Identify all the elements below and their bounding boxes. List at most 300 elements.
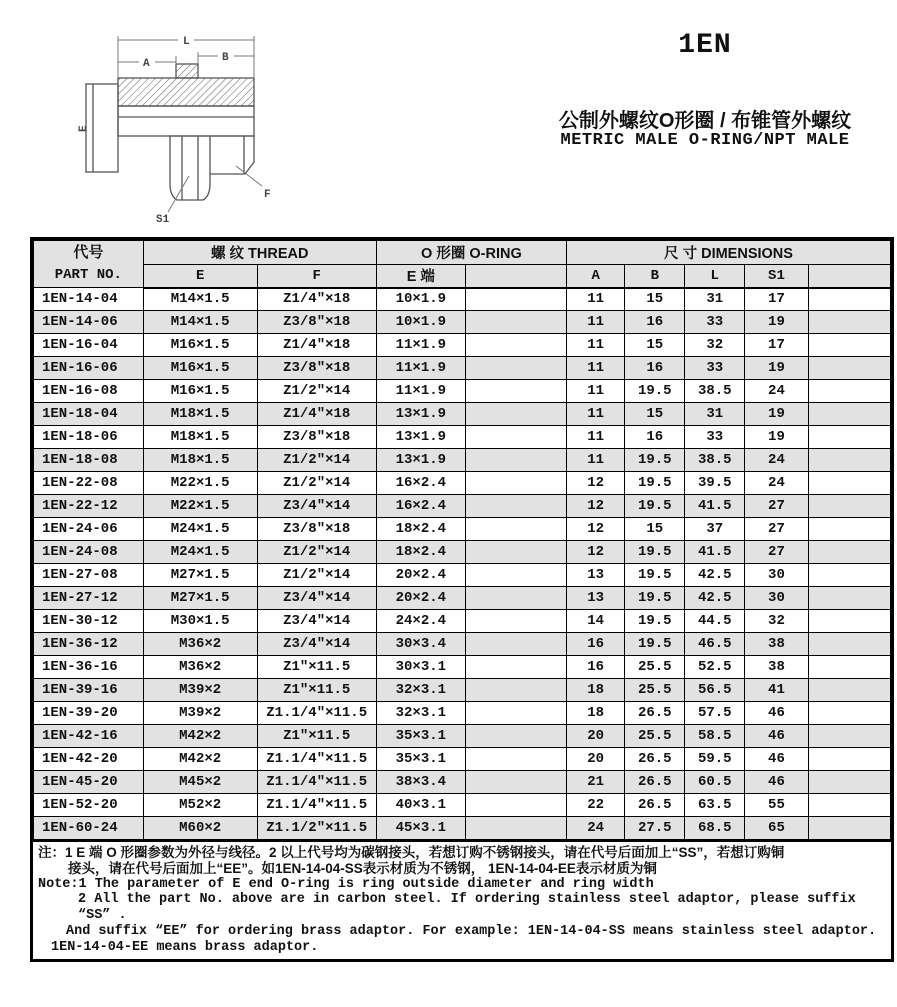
table-cell: Z1.1/4″×11.5 [257, 771, 376, 794]
note-en-1: Note:1 The parameter of E end O-ring is ring outside diameter and ring width [38, 876, 654, 892]
table-cell: Z1.1/4″×11.5 [257, 748, 376, 771]
table-cell: M14×1.5 [143, 288, 257, 311]
table-row [34, 817, 891, 840]
table-cell: 27 [745, 518, 808, 541]
table-cell: 18 [567, 702, 625, 725]
table-cell: Z3/4″×14 [257, 587, 376, 610]
table-cell: M27×1.5 [143, 564, 257, 587]
table-row [34, 334, 891, 357]
table-cell: 11×1.9 [376, 380, 465, 403]
note-cn-2: 接头，请在代号后面加上“EE”。如1EN-14-04-SS表示材质为不锈钢， 1EN-14-04-EE表示材质为铜 [68, 860, 657, 876]
table-cell [808, 725, 890, 748]
table-cell: 25.5 [625, 679, 685, 702]
table-cell: 16 [567, 633, 625, 656]
cell-part-no: 1EN-27-08 [34, 564, 144, 587]
table-cell: 35×3.1 [376, 725, 465, 748]
table-cell: Z1/4″×18 [257, 288, 376, 311]
table-cell: 38 [745, 656, 808, 679]
table-cell [465, 334, 566, 357]
table-cell: M22×1.5 [143, 472, 257, 495]
table-cell: 16 [625, 311, 685, 334]
table-cell: 15 [625, 518, 685, 541]
drawing-right-end [210, 136, 254, 174]
table-cell: 52.5 [685, 656, 745, 679]
table-cell: 11×1.9 [376, 357, 465, 380]
table-cell [465, 633, 566, 656]
cell-part-no: 1EN-45-20 [34, 771, 144, 794]
table-cell: 16 [625, 357, 685, 380]
table-cell: 24×2.4 [376, 610, 465, 633]
table-row [34, 794, 891, 817]
table-cell: 55 [745, 794, 808, 817]
table-cell: 19.5 [625, 610, 685, 633]
table-body [34, 288, 891, 840]
header-sub-e: E [143, 264, 257, 288]
header-thread-group: 螺 纹 THREAD [143, 241, 376, 265]
cell-part-no: 1EN-27-12 [34, 587, 144, 610]
header-dimensions-group: 尺 寸 DIMENSIONS [567, 241, 891, 265]
table-cell: Z3/8″×18 [257, 357, 376, 380]
table-cell: 19.5 [625, 495, 685, 518]
table-cell: Z3/4″×14 [257, 633, 376, 656]
table-cell: 15 [625, 334, 685, 357]
table-cell: Z1″×11.5 [257, 656, 376, 679]
table-cell: 13×1.9 [376, 449, 465, 472]
table-cell: 30 [745, 587, 808, 610]
table-cell: 38.5 [685, 449, 745, 472]
note-cn-1: 注：1 E 端 O 形圈参数为外径与线径。2 以上代号均为碳钢接头，若想订购不锈钢接头，请在代号后面加上“SS”，若想订购铜 [38, 845, 785, 860]
table-cell [808, 357, 890, 380]
table-cell: 46 [745, 748, 808, 771]
table-cell: 39.5 [685, 472, 745, 495]
table-cell [465, 564, 566, 587]
table-cell: Z1/2″×14 [257, 564, 376, 587]
table-cell: 16 [567, 656, 625, 679]
header-part-no [34, 241, 144, 288]
table-cell: 18×2.4 [376, 541, 465, 564]
table-cell: 18×2.4 [376, 518, 465, 541]
table-cell: M52×2 [143, 794, 257, 817]
table-cell: M36×2 [143, 633, 257, 656]
table-cell: 14 [567, 610, 625, 633]
table-cell: 16×2.4 [376, 495, 465, 518]
table-cell: 11 [567, 403, 625, 426]
table-cell [808, 403, 890, 426]
table-cell [465, 357, 566, 380]
table-cell: 19.5 [625, 564, 685, 587]
table-cell: 19 [745, 426, 808, 449]
table-cell: 32×3.1 [376, 679, 465, 702]
table-row [34, 633, 891, 656]
table-cell: M24×1.5 [143, 541, 257, 564]
table-cell: Z1/4″×18 [257, 403, 376, 426]
table-cell: 19.5 [625, 449, 685, 472]
table-cell [465, 311, 566, 334]
table-cell: 11 [567, 449, 625, 472]
table-cell: 38.5 [685, 380, 745, 403]
table-cell: Z1/2″×14 [257, 449, 376, 472]
table-cell: 32×3.1 [376, 702, 465, 725]
table-cell: M39×2 [143, 702, 257, 725]
table-cell: 13 [567, 587, 625, 610]
table-cell [465, 403, 566, 426]
table-cell: Z3/4″×14 [257, 495, 376, 518]
table-cell: 26.5 [625, 702, 685, 725]
title-chinese: 公制外螺纹O形圈 / 布锥管外螺纹 [558, 110, 852, 132]
header-sub-f: F [257, 264, 376, 288]
header-part-no-en: PART NO. [54, 267, 122, 283]
table-cell: 19.5 [625, 587, 685, 610]
table-cell: M16×1.5 [143, 334, 257, 357]
table-row [34, 357, 891, 380]
table-cell [465, 725, 566, 748]
table-cell [465, 541, 566, 564]
cell-part-no: 1EN-39-20 [34, 702, 144, 725]
table-cell: Z1″×11.5 [257, 725, 376, 748]
table-cell: 27.5 [625, 817, 685, 840]
table-cell: Z3/8″×18 [257, 426, 376, 449]
drawing-thread-band [118, 78, 254, 106]
table-row [34, 449, 891, 472]
table-cell: Z1.1/2″×11.5 [257, 817, 376, 840]
table-row [34, 518, 891, 541]
table-cell: Z3/4″×14 [257, 610, 376, 633]
table-cell: 44.5 [685, 610, 745, 633]
table-cell: 13×1.9 [376, 426, 465, 449]
cell-part-no: 1EN-36-16 [34, 656, 144, 679]
header-sub-l: L [685, 264, 745, 288]
table-cell: 60.5 [685, 771, 745, 794]
cell-part-no: 1EN-60-24 [34, 817, 144, 840]
table-cell: 27 [745, 541, 808, 564]
table-cell: Z3/8″×18 [257, 518, 376, 541]
table-cell [808, 472, 890, 495]
cell-part-no: 1EN-16-06 [34, 357, 144, 380]
table-cell: M42×2 [143, 748, 257, 771]
table-cell: 41.5 [685, 495, 745, 518]
table-cell: M60×2 [143, 817, 257, 840]
cell-part-no: 1EN-42-20 [34, 748, 144, 771]
table-cell [465, 449, 566, 472]
table-cell [808, 656, 890, 679]
table-cell: 32 [685, 334, 745, 357]
table-cell: 59.5 [685, 748, 745, 771]
cell-part-no: 1EN-16-04 [34, 334, 144, 357]
table-cell: 15 [625, 288, 685, 311]
notes-block [33, 840, 891, 959]
spec-table-container [30, 237, 894, 962]
table-cell: M18×1.5 [143, 426, 257, 449]
table-row [34, 702, 891, 725]
table-cell: 46 [745, 771, 808, 794]
table-cell: 20×2.4 [376, 564, 465, 587]
table-cell: Z1/2″×14 [257, 541, 376, 564]
table-cell: 19.5 [625, 541, 685, 564]
table-row [34, 587, 891, 610]
cell-part-no: 1EN-22-12 [34, 495, 144, 518]
dim-label-l: L [183, 36, 190, 48]
table-cell: 41 [745, 679, 808, 702]
note-en-4: 1EN-14-04-EE means brass adaptor. [51, 939, 319, 955]
table-cell: 19 [745, 311, 808, 334]
table-cell: Z1.1/4″×11.5 [257, 794, 376, 817]
table-cell [465, 288, 566, 311]
table-cell: 16×2.4 [376, 472, 465, 495]
table-row [34, 288, 891, 311]
table-cell [808, 380, 890, 403]
table-cell [465, 610, 566, 633]
table-row [34, 610, 891, 633]
table-cell [808, 587, 890, 610]
table-row [34, 656, 891, 679]
cell-part-no: 1EN-36-12 [34, 633, 144, 656]
table-cell: 10×1.9 [376, 311, 465, 334]
table-cell [808, 633, 890, 656]
table-row [34, 311, 891, 334]
table-cell [465, 771, 566, 794]
table-cell: 46 [745, 702, 808, 725]
table-cell: Z1/2″×14 [257, 380, 376, 403]
table-cell: 11 [567, 288, 625, 311]
table-cell: M42×2 [143, 725, 257, 748]
drawing-left-cap [86, 84, 118, 172]
fitting-section-drawing [76, 16, 320, 230]
cell-part-no: 1EN-22-08 [34, 472, 144, 495]
table-cell: 16 [625, 426, 685, 449]
table-row [34, 495, 891, 518]
table-cell: 11×1.9 [376, 334, 465, 357]
table-cell: 25.5 [625, 656, 685, 679]
table-cell: Z1″×11.5 [257, 679, 376, 702]
table-cell: 38×3.4 [376, 771, 465, 794]
table-cell: 12 [567, 472, 625, 495]
table-header [34, 241, 891, 288]
table-cell: 46.5 [685, 633, 745, 656]
table-cell: 17 [745, 288, 808, 311]
table-cell: 26.5 [625, 771, 685, 794]
table-cell: 17 [745, 334, 808, 357]
table-cell [808, 564, 890, 587]
table-cell: 31 [685, 403, 745, 426]
title-english: METRIC MALE O-RING/NPT MALE [560, 131, 850, 150]
table-cell: M14×1.5 [143, 311, 257, 334]
table-cell [808, 541, 890, 564]
header-sub-b: B [625, 264, 685, 288]
table-cell: M22×1.5 [143, 495, 257, 518]
table-cell [465, 679, 566, 702]
table-cell: 33 [685, 426, 745, 449]
table-cell: 15 [625, 403, 685, 426]
table-cell: 22 [567, 794, 625, 817]
table-cell: 11 [567, 334, 625, 357]
table-cell: M16×1.5 [143, 380, 257, 403]
table-cell: 35×3.1 [376, 748, 465, 771]
table-cell [465, 426, 566, 449]
cell-part-no: 1EN-14-06 [34, 311, 144, 334]
cell-part-no: 1EN-42-16 [34, 725, 144, 748]
drawing-hex-boss [176, 64, 198, 78]
table-cell: 27 [745, 495, 808, 518]
table-cell: 12 [567, 518, 625, 541]
table-cell: Z1/4″×18 [257, 334, 376, 357]
table-cell [808, 817, 890, 840]
dim-label-e: E [78, 125, 90, 132]
table-cell: M18×1.5 [143, 403, 257, 426]
table-row [34, 725, 891, 748]
cell-part-no: 1EN-39-16 [34, 679, 144, 702]
table-cell: Z3/8″×18 [257, 311, 376, 334]
table-cell: 13 [567, 564, 625, 587]
table-cell: 42.5 [685, 564, 745, 587]
table-cell: M27×1.5 [143, 587, 257, 610]
table-cell: 19 [745, 357, 808, 380]
table-cell [808, 771, 890, 794]
cell-part-no: 1EN-30-12 [34, 610, 144, 633]
table-cell [465, 587, 566, 610]
table-cell: 68.5 [685, 817, 745, 840]
spec-table [33, 240, 891, 840]
table-cell: 40×3.1 [376, 794, 465, 817]
table-row [34, 380, 891, 403]
table-cell [465, 817, 566, 840]
table-cell: 31 [685, 288, 745, 311]
table-cell [808, 495, 890, 518]
cell-part-no: 1EN-14-04 [34, 288, 144, 311]
table-cell [465, 472, 566, 495]
table-cell: 26.5 [625, 748, 685, 771]
header-sub-e-end: E 端 [376, 264, 465, 288]
table-row [34, 472, 891, 495]
header-sub-blank-2 [808, 264, 890, 288]
table-cell: M24×1.5 [143, 518, 257, 541]
table-cell: 65 [745, 817, 808, 840]
dim-label-a: A [143, 58, 150, 70]
cell-part-no: 1EN-24-06 [34, 518, 144, 541]
dim-label-b: B [222, 52, 229, 64]
table-cell [808, 610, 890, 633]
table-cell: 41.5 [685, 541, 745, 564]
table-cell: M16×1.5 [143, 357, 257, 380]
table-cell: 24 [745, 472, 808, 495]
table-cell: 24 [745, 380, 808, 403]
table-cell [808, 311, 890, 334]
note-en-2: 2 All the part No. above are in carbon steel. If ordering stainless steel adaptor, please suffix “SS” . [78, 892, 856, 924]
table-cell: 38 [745, 633, 808, 656]
table-cell: 12 [567, 495, 625, 518]
table-cell [808, 426, 890, 449]
table-cell: Z1.1/4″×11.5 [257, 702, 376, 725]
table-cell [465, 495, 566, 518]
table-cell [465, 656, 566, 679]
table-cell: 20 [567, 725, 625, 748]
table-cell: 10×1.9 [376, 288, 465, 311]
table-cell [465, 748, 566, 771]
table-cell: 18 [567, 679, 625, 702]
table-cell [808, 748, 890, 771]
table-cell: 33 [685, 357, 745, 380]
table-cell: 20 [567, 748, 625, 771]
header-sub-s1: S1 [745, 264, 808, 288]
table-cell [808, 288, 890, 311]
dim-label-f: F [264, 189, 271, 201]
table-row [34, 541, 891, 564]
cell-part-no: 1EN-18-04 [34, 403, 144, 426]
table-cell: 12 [567, 541, 625, 564]
table-cell: 46 [745, 725, 808, 748]
cell-part-no: 1EN-18-06 [34, 426, 144, 449]
table-cell: 19 [745, 403, 808, 426]
page-code: 1EN [678, 30, 732, 61]
table-row [34, 564, 891, 587]
header-oring-group: O 形圈 O-RING [376, 241, 566, 265]
table-cell [465, 380, 566, 403]
table-cell: 57.5 [685, 702, 745, 725]
table-cell: 20×2.4 [376, 587, 465, 610]
table-cell [808, 449, 890, 472]
table-cell: 11 [567, 357, 625, 380]
header-part-no-cn: 代号 [73, 244, 104, 261]
table-cell: 25.5 [625, 725, 685, 748]
table-cell: 19.5 [625, 380, 685, 403]
table-cell: 30 [745, 564, 808, 587]
table-cell: 26.5 [625, 794, 685, 817]
table-cell: M36×2 [143, 656, 257, 679]
table-cell: 30×3.1 [376, 656, 465, 679]
table-row [34, 426, 891, 449]
cell-part-no: 1EN-16-08 [34, 380, 144, 403]
table-cell: 30×3.4 [376, 633, 465, 656]
table-cell: 63.5 [685, 794, 745, 817]
table-cell: M39×2 [143, 679, 257, 702]
table-row [34, 679, 891, 702]
drawing-hex-nut [170, 136, 210, 200]
table-cell [465, 518, 566, 541]
table-cell [808, 794, 890, 817]
table-cell [465, 702, 566, 725]
table-cell: 19.5 [625, 633, 685, 656]
table-cell: 13×1.9 [376, 403, 465, 426]
table-cell: 11 [567, 311, 625, 334]
table-cell: Z1/2″×14 [257, 472, 376, 495]
table-cell: 32 [745, 610, 808, 633]
dim-label-s1: S1 [156, 214, 170, 226]
table-cell: 24 [745, 449, 808, 472]
table-cell: 42.5 [685, 587, 745, 610]
table-cell [808, 679, 890, 702]
table-cell [808, 702, 890, 725]
table-cell: M45×2 [143, 771, 257, 794]
table-cell: 58.5 [685, 725, 745, 748]
table-cell: 33 [685, 311, 745, 334]
header-sub-a: A [567, 264, 625, 288]
table-row [34, 403, 891, 426]
table-cell: 56.5 [685, 679, 745, 702]
header-sub-blank-1 [465, 264, 566, 288]
table-cell: 19.5 [625, 472, 685, 495]
table-cell: M18×1.5 [143, 449, 257, 472]
table-cell: 24 [567, 817, 625, 840]
cell-part-no: 1EN-52-20 [34, 794, 144, 817]
table-cell: 45×3.1 [376, 817, 465, 840]
table-row [34, 748, 891, 771]
table-cell [808, 518, 890, 541]
cell-part-no: 1EN-18-08 [34, 449, 144, 472]
note-en-3: And suffix “EE” for ordering brass adaptor. For example: 1EN-14-04-SS means stainless steel adaptor. [66, 923, 877, 939]
table-cell [465, 794, 566, 817]
cell-part-no: 1EN-24-08 [34, 541, 144, 564]
table-cell: 21 [567, 771, 625, 794]
table-cell: M30×1.5 [143, 610, 257, 633]
